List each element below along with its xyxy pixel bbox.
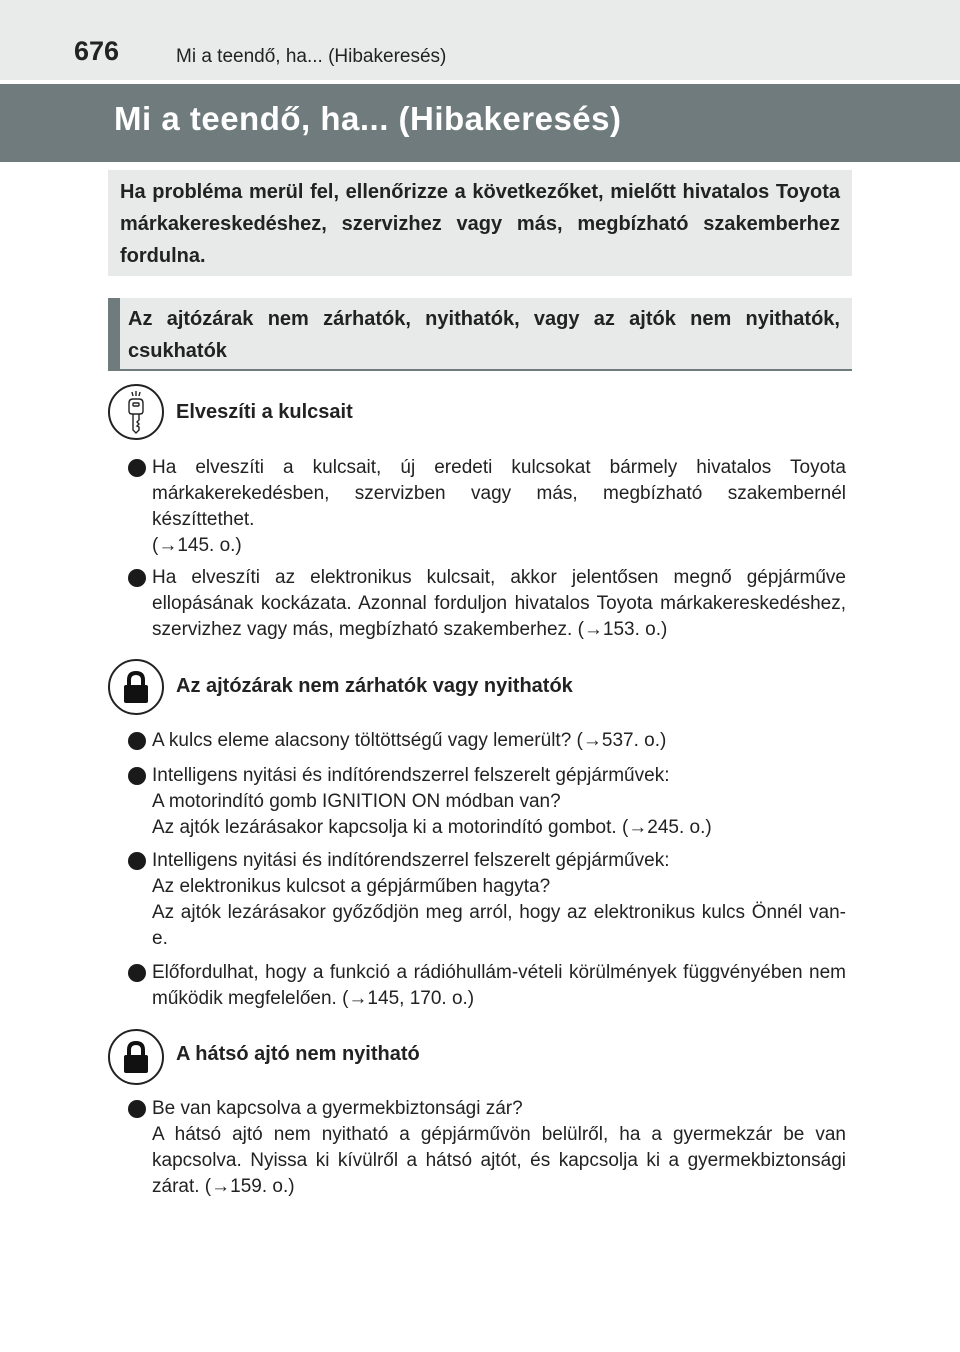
list-item: Ha elveszíti az elektronikus kulcsait, akkor jelentősen megnő gépjárműve ellopásának kockázata. Azonnal forduljon hivatalos Toyota márkakereskedéshez, szervizhez vagy más, megbízható szakemberhez. (→153. o.): [152, 567, 846, 640]
bullet-icon: [128, 1100, 146, 1118]
bullet-icon: [128, 569, 146, 587]
intro-text: Ha probléma merül fel, ellenőrizze a következőket, mielőtt hivatalos Toyota márkakereskedéshez, szervizhez vagy más, megbízható szakemberhez fordulna.: [120, 181, 840, 267]
list-item: Be van kapcsolva a gyermekbiztonsági zár? A hátsó ajtó nem nyitható a gépjárművön belülről, ha a gyermekzár be van kapcsolva. Nyissa ki kívülről a hátsó ajtót, és kapcsolja ki a gyermekbiztonsági zárat. (→159. o.): [152, 1098, 846, 1197]
list-item: Előfordulhat, hogy a funkció a rádióhullám-vételi körülmények függvényében nem működik megfelelően. (→145, 170. o.): [152, 962, 846, 1009]
running-title: Mi a teendő, ha... (Hibakeresés): [176, 46, 447, 67]
lock-icon: [108, 659, 164, 715]
section-rule: [108, 369, 852, 371]
list-item: Intelligens nyitási és indítórendszerrel felszerelt gépjárművek: Az elektronikus kulcsot a gépjárműben hagyta? Az ajtók lezárásakor győződjön meg arról, hogy az elektronikus kulcs Önnél van-e.: [152, 850, 846, 949]
bullet-icon: [128, 459, 146, 477]
subsection-heading-back-door: A hátsó ajtó nem nyitható: [176, 1043, 420, 1065]
bullet-icon: [128, 732, 146, 750]
subsection-heading-lost-keys: Elveszíti a kulcsait: [176, 401, 353, 423]
section-heading: Az ajtózárak nem zárhatók, nyithatók, vagy az ajtók nem nyithatók, csukhatók: [128, 308, 840, 362]
bullet-icon: [128, 964, 146, 982]
list-item: A kulcs eleme alacsony töltöttségű vagy lemerült? (→537. o.): [152, 730, 667, 751]
bullet-icon: [128, 767, 146, 785]
page-title: Mi a teendő, ha... (Hibakeresés): [114, 100, 622, 137]
lock-icon: [108, 1029, 164, 1085]
section-accent: [108, 298, 120, 370]
page-number: 676: [74, 36, 120, 66]
subsection-heading-door-locks: Az ajtózárak nem zárhatók vagy nyithatók: [176, 675, 573, 697]
header-strip: [0, 0, 960, 80]
list-item: Intelligens nyitási és indítórendszerrel felszerelt gépjárművek: A motorindító gomb IGNITION ON módban van? Az ajtók lezárásakor kapcsolja ki a motorindító gombot. (→245. o.): [152, 765, 712, 838]
bullet-icon: [128, 852, 146, 870]
key-icon: [108, 384, 164, 440]
list-item: Ha elveszíti a kulcsait, új eredeti kulcsokat bármely hivatalos Toyota márkakerekedésben, szervizben vagy más, megbízható szakembernél készíttethet. (→145. o.): [152, 457, 846, 556]
